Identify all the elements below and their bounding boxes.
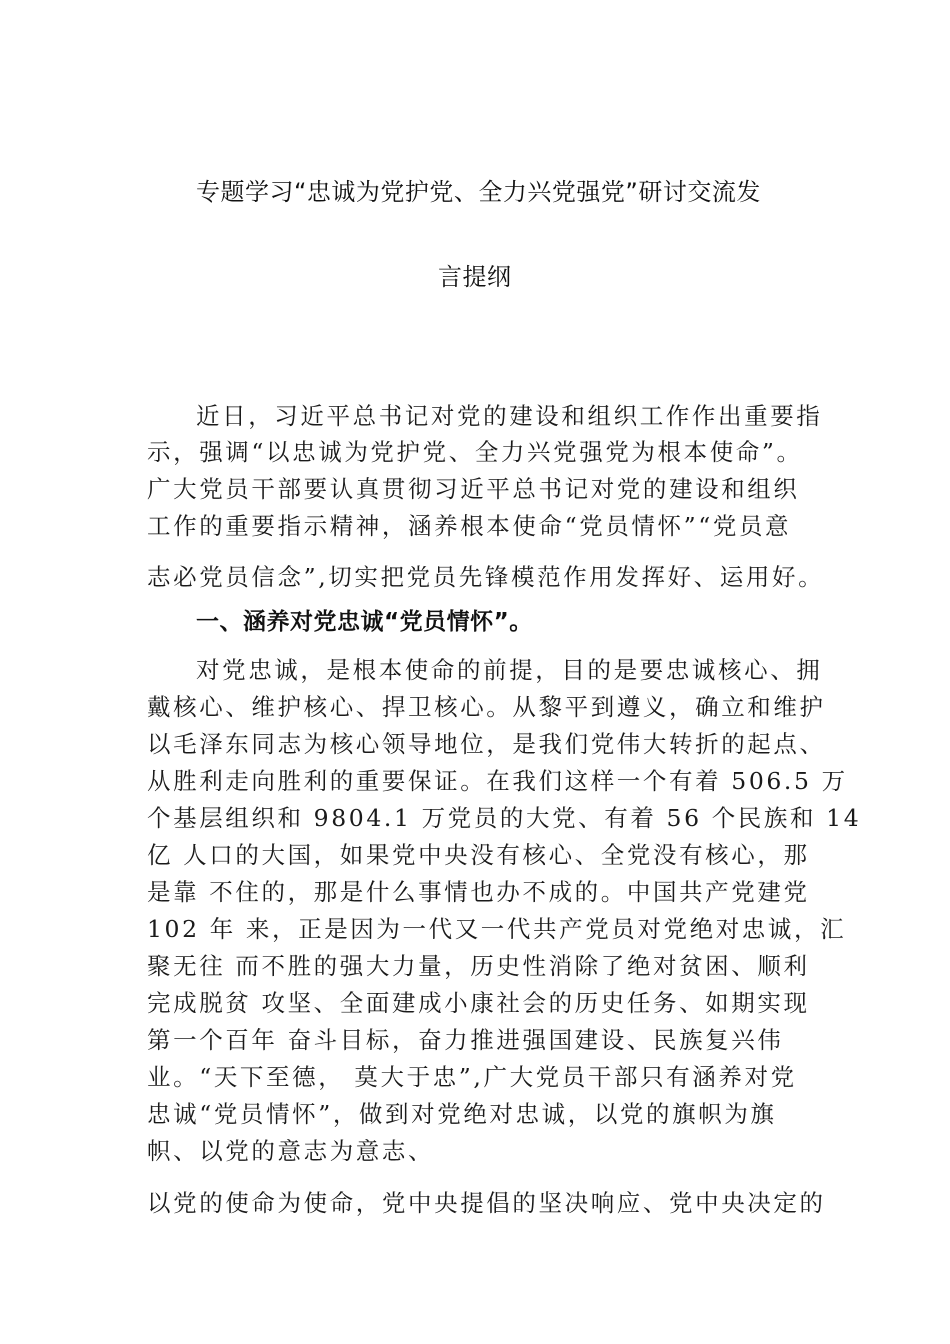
text-line: 聚无往 而不胜的强大力量，历史性消除了绝对贫困、顺利 [147,952,810,980]
text-line: 亿 人口的大国，如果党中央没有核心、全党没有核心，那 [147,841,810,869]
text-line: 工作的重要指示精神，涵养根本使命“党员情怀”“党员意 [147,512,792,540]
text-line: 对党忠诚，是根本使命的前提，目的是要忠诚核心、拥 [196,656,823,684]
document-title-line-2: 言提纲 [438,263,512,291]
text-line: 业。“天下至德， 莫大于忠”,广大党员干部只有涵养对党 [147,1063,797,1091]
text-line: 戴核心、维护核心、捍卫核心。从黎平到遵义，确立和维护 [147,693,826,721]
text-line: 从胜利走向胜利的重要保证。在我们这样一个有着 506.5 万 [147,767,848,795]
text-line: 广大党员干部要认真贯彻习近平总书记对党的建设和组织 [147,475,800,503]
text-line: 完成脱贫 攻坚、全面建成小康社会的历史任务、如期实现 [147,989,810,1017]
text-line: 帜、以党的意志为意志、 [147,1137,435,1165]
text-line: 以毛泽东同志为核心领导地位，是我们党伟大转折的起点、 [147,730,826,758]
section-heading: 一、涵养对党忠诚“党员情怀”。 [196,609,533,635]
text-line: 以党的使命为使命，党中央提倡的坚决响应、党中央决定的 [147,1189,826,1217]
text-line: 示，强调“以忠诚为党护党、全力兴党强党为根本使命”。 [147,438,803,466]
text-line: 个基层组织和 9804.1 万党员的大党、有着 56 个民族和 14 [147,804,862,832]
text-line: 志必党员信念”,切实把党员先锋模范作用发挥好、运用好。 [147,563,825,591]
text-line: 第一个百年 奋斗目标，奋力推进强国建设、民族复兴伟 [147,1026,784,1054]
text-line: 102 年 来，正是因为一代又一代共产党员对党绝对忠诚，汇 [147,915,847,943]
text-line: 近日，习近平总书记对党的建设和组织工作作出重要指 [196,402,823,430]
text-line: 是靠 不住的，那是什么事情也办不成的。中国共产党建党 [147,878,810,906]
document-title-line-1: 专题学习“忠诚为党护党、全力兴党强党”研讨交流发 [196,178,761,206]
text-line: 忠诚“党员情怀”，做到对党绝对忠诚，以党的旗帜为旗 [147,1100,777,1128]
